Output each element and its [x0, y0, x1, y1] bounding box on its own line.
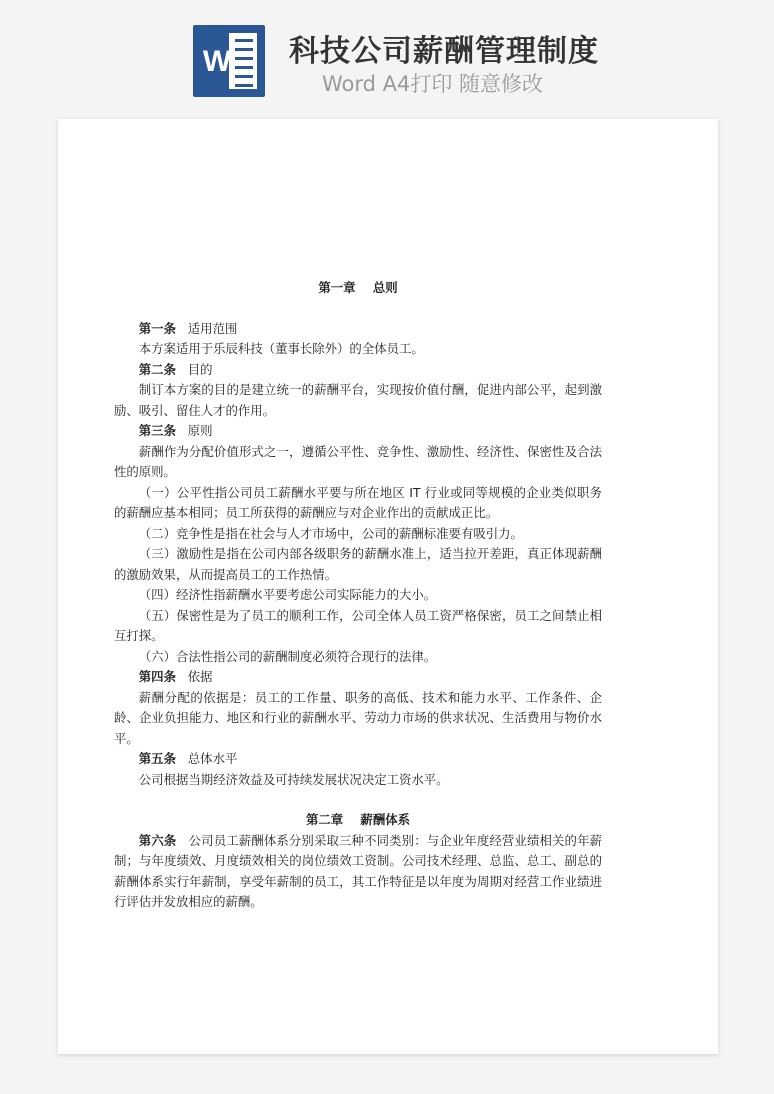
document-subtitle: Word A4打印 随意修改 — [322, 72, 544, 96]
article-4-heading — [114, 667, 602, 688]
article-3-name: 原则 — [187, 423, 213, 438]
article-5-heading — [114, 749, 602, 770]
principle-fairness: （一）公平性指公司员工薪酬水平要与所在地区 IT 行业或同等规模的企业类似职务的薪酬应基本相同；员工所获得的薪酬应与对企业作出的贡献成正比。 — [114, 484, 602, 520]
principle-economy: （四）经济性指薪酬水平要考虑公司实际能力的大小。 — [138, 587, 437, 602]
article-1-text: 本方案适用于乐辰科技（董事长除外）的全体员工。 — [138, 341, 424, 356]
article-1-number: 第一条 — [138, 320, 176, 336]
principle-competitiveness: （二）竞争性是指在社会与人才市场中，公司的薪酬标准要有吸引力。 — [138, 525, 523, 541]
article-1-heading — [114, 319, 602, 340]
article-2-text: 制订本方案的目的是建立统一的薪酬平台，实现按价值付酬，促进内部公平，起到激励、吸引、留住人才的作用。 — [114, 382, 602, 418]
article-2-number: 第二条 — [138, 361, 176, 377]
article-2-heading — [114, 360, 602, 381]
article-3-heading — [114, 421, 602, 442]
article-6-body: 公司员工薪酬体系分别采取三种不同类别：与企业年度经营业绩相关的年薪制；与年度绩效、月度绩效相关的岗位绩效工资制。公司技术经理、总监、总工、副总的薪酬体系实行年薪制，享受年薪制的员工，其工作特征是以年度为周期对经营工作业绩进行评估并发放相应的薪酬。 — [114, 832, 603, 909]
principle-incentive: （三）激励性是指在公司内部各级职务的薪酬水准上，适当拉开差距，真正体现薪酬的激励效果，从而提高员工的工作热情。 — [114, 546, 602, 582]
article-5-text: 公司根据当期经济效益及可持续发展状况决定工资水平。 — [138, 771, 449, 787]
principle-legality: （六）合法性指公司的薪酬制度必须符合现行的法律。 — [138, 648, 437, 664]
article-5-number: 第五条 — [138, 751, 176, 766]
word-document-icon — [193, 25, 265, 97]
page-header — [0, 0, 774, 110]
article-4-number: 第四条 — [138, 669, 176, 684]
article-1-name: 适用范围 — [187, 320, 238, 336]
article-2-name: 目的 — [187, 361, 213, 377]
principle-confidentiality: （五）保密性是为了员工的顺利工作，公司全体人员工资严格保密，员工之间禁止相互打探。 — [114, 607, 602, 643]
chapter-heading-1: 第一章 总则 — [318, 280, 398, 295]
chapter-heading-2: 第二章 薪酬体系 — [306, 812, 410, 827]
article-4-text: 薪酬分配的依据是：员工的工作量、职务的高低、技术和能力水平、工作条件、企龄、企业负担能力、地区和行业的薪酬水平、劳动力市场的供求状况、生活费用与物价水平。 — [114, 689, 602, 746]
document-title: 科技公司薪酬管理制度 — [289, 34, 599, 69]
article-6-number: 第六条 — [138, 832, 177, 848]
article-4-name: 依据 — [187, 669, 213, 684]
article-3-number: 第三条 — [138, 423, 176, 438]
document-body — [114, 160, 602, 913]
word-icon-letter: W — [202, 45, 232, 78]
article-5-name: 总体水平 — [187, 751, 238, 766]
article-3-text: 薪酬作为分配价值形式之一，遵循公平性、竞争性、激励性、经济性、保密性及合法性的原则。 — [114, 443, 602, 479]
article-6-text — [114, 831, 602, 913]
